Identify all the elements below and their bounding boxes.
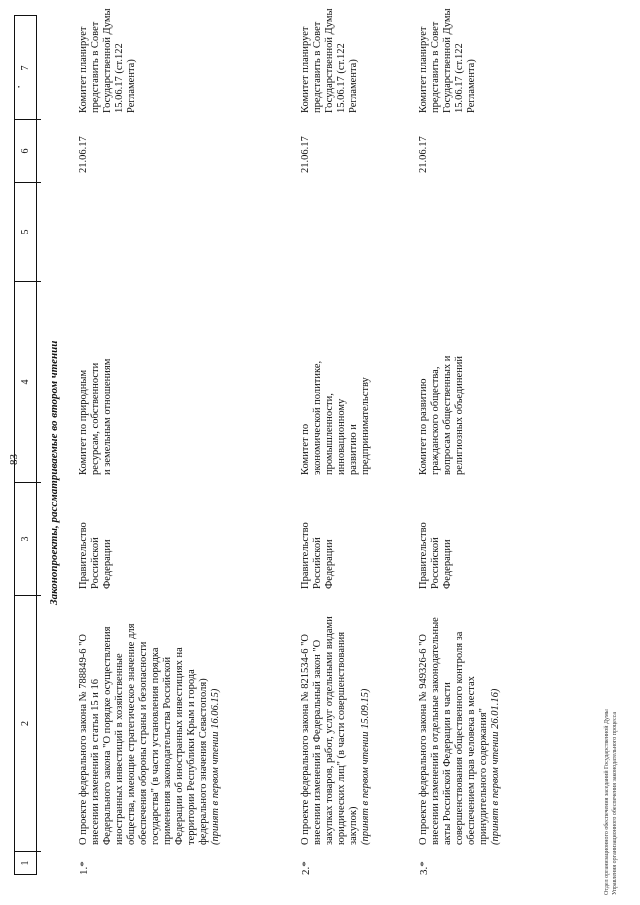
column-header-4: 4 (15, 281, 36, 482)
column-divider (35, 482, 41, 483)
review-date: 21.06.17 (418, 136, 429, 173)
page-mark: · (11, 84, 26, 89)
responsible-committee: Комитет по развитию гражданского общества, вопросам общественных и религиозных объединений (418, 355, 465, 475)
initiator: Правительство Российской Федерации (418, 522, 453, 589)
bill-description-text: О проекте федерального закона № 821534-6 "О внесении изменений в Федеральный закон "О закупках товаров, работ, услуг отдельными видами юридических лиц" (в части совершенствования закупок) (300, 616, 359, 845)
bill-description (300, 615, 372, 845)
column-header-1: 1 (15, 851, 36, 874)
row-number: 3.* (418, 861, 430, 875)
row-number: 1.* (78, 861, 90, 875)
initiator: Правительство Российской Федерации (300, 522, 335, 589)
column-divider (35, 119, 41, 120)
footer-line: Отдел организационного обеспечения заседаний Государственной Думы (604, 709, 610, 895)
committee-plan: Комитет планирует представить в Совет Государственной Думы 15.06.17 (ст.122 Регламента) (300, 8, 359, 113)
first-reading-note: (принят в первом чтении 15.09.15) (360, 688, 371, 845)
page-number: 83 (8, 454, 20, 465)
column-header-3: 3 (15, 482, 36, 595)
column-divider (35, 281, 41, 282)
column-header-5: 5 (15, 182, 36, 281)
bill-description-text: О проекте федерального закона № 949326-6 "О внесении изменений в отдельные законодательные акты Российской Федерации в части совершенствования общественного контроля за обеспечением прав человека в местах принудительного содержания" (418, 617, 489, 845)
column-header-6: 6 (15, 119, 36, 182)
table-header (11, 15, 37, 875)
responsible-committee: Комитет по природным ресурсам, собственности и земельным отношениям (78, 358, 113, 475)
column-divider (35, 851, 41, 852)
committee-plan: Комитет планирует представить в Совет Государственной Думы 15.06.17 (ст.122 Регламента) (418, 8, 477, 113)
column-header-7: 7 (20, 65, 31, 71)
column-header-2: 2 (15, 595, 36, 851)
bill-description (78, 615, 222, 845)
first-reading-note: (принят в первом чтении 16.06.15) (210, 688, 221, 845)
bill-description-text: О проекте федерального закона № 788849-6 "О внесении изменений в статьи 15 и 16 Федерального закона "О порядке осуществления иностранных инвестиций в хозяйственные общества, имеющие стратегическое значение для обеспечения обороны страны и безопасности государства" (в части установления порядка применения законодательства Российской Федерации об иностранных инвестициях на территории Республики Крым и города федерального значения Севастополя) (78, 623, 209, 845)
first-reading-note: (принят в первом чтении 26.01.16) (490, 688, 501, 845)
review-date: 21.06.17 (300, 136, 311, 173)
column-divider (35, 182, 41, 183)
responsible-committee: Комитет по экономической политике, промышленности, инновационному развитию и предпринимательству (300, 360, 371, 475)
row-number: 2.* (300, 861, 312, 875)
review-date: 21.06.17 (78, 136, 89, 173)
footer-line: Управления организационного обеспечения законодательного процесса (612, 711, 618, 895)
page-footer (603, 709, 619, 895)
initiator: Правительство Российской Федерации (78, 522, 113, 589)
committee-plan: Комитет планирует представить в Совет Государственной Думы 15.06.17 (ст.122 Регламента) (78, 8, 137, 113)
column-divider (35, 595, 41, 596)
bill-description (418, 615, 502, 845)
section-title: Законопроекты, рассматриваемые во втором чтении (48, 340, 60, 605)
